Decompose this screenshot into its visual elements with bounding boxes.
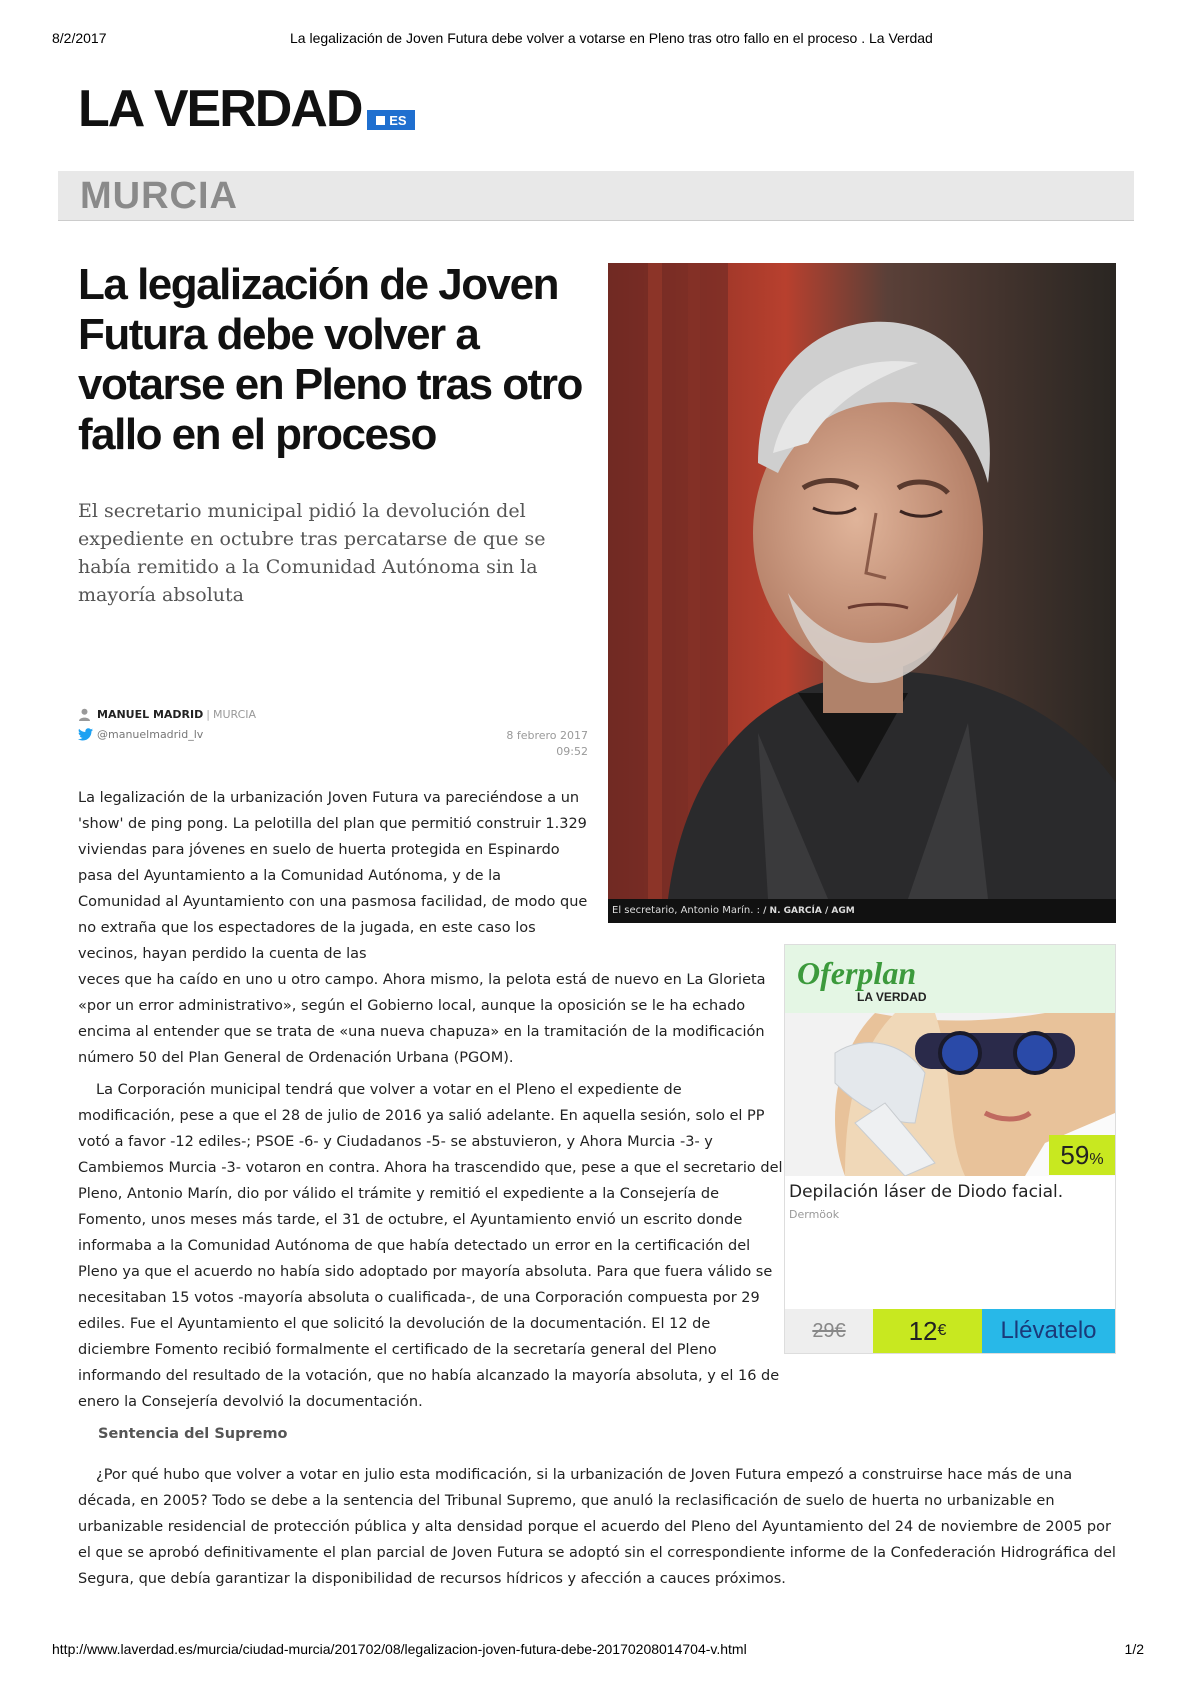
ad-discount-value: 59 [1060,1140,1090,1170]
article-headline: La legalización de Joven Futura debe volver a votarse en Pleno tras otro fallo en el proceso [78,260,582,459]
publish-time: 09:52 [556,745,588,758]
logo-badge-label: ES [389,112,407,128]
section-title: MURCIA [80,175,238,217]
site-logo[interactable] [78,80,415,138]
ad-discount-badge [1049,1135,1115,1175]
ad-new-price-unit: € [937,1322,947,1339]
footer-page-number: 1/2 [1124,1641,1144,1657]
paragraph-1-start: La legalización de la urbanización Joven Futura va pareciéndose a un 'show' de ping pong. La pelotilla del plan que permitió construir 1.329 viviendas para jóvenes en suelo de huerta protegida en Espinardo pasa del Ayuntamiento a la Comunidad Autónoma, y de la Comunidad al Ayuntamiento con una pasmosa facilidad, de modo que no extraña que los espectadores de la jugada, en este caso los vecinos, hayan perdido la cuenta de las [78,790,588,962]
twitter-icon [78,728,93,741]
ad-buy-button[interactable]: Llévatelo [982,1309,1115,1353]
author-name[interactable]: MANUEL MADRID [97,708,204,721]
portrait-illustration [608,263,1116,899]
caption-credit: / N. GARCÍA / AGM [763,906,855,916]
ad-new-price [873,1309,982,1353]
oferplan-ad[interactable] [784,944,1116,1354]
byline [78,708,588,762]
print-header [0,30,1190,50]
footer-url: http://www.laverdad.es/murcia/ciudad-murcia/201702/08/legalizacion-joven-futura-debe-20170208014704-v.html [52,1641,747,1657]
photo-caption [608,899,1116,923]
ad-title[interactable]: Depilación láser de Diodo facial. [789,1182,1064,1202]
ad-header [785,945,1115,1013]
article-subhead: Sentencia del Supremo [98,1426,288,1442]
twitter-handle[interactable]: @manuelmadrid_lv [97,728,204,741]
print-date: 8/2/2017 [52,30,107,46]
user-icon [78,708,91,721]
article-subtitle: El secretario municipal pidió la devolución del expediente en octubre tras percatarse de que se había remitido a la Comunidad Autónoma sin la mayoría absoluta [78,500,546,606]
byline-separator: | [206,708,210,721]
publish-date [506,728,588,760]
ad-old-price: 29€ [785,1309,873,1353]
ad-prev-arrow[interactable] [787,1173,807,1176]
print-footer [0,1641,1190,1661]
author-row [78,708,256,721]
logo-text: LA VERDAD [78,80,362,138]
ad-price-row [785,1309,1115,1353]
twitter-row[interactable] [78,728,203,741]
print-title: La legalización de Joven Futura debe volver a votarse en Pleno tras otro fallo en el proceso . La Verdad [290,30,933,46]
ad-vendor: Dermöok [789,1208,840,1221]
logo-badge [367,110,415,130]
caption-text: El secretario, Antonio Marín. : [612,905,760,916]
ad-discount-unit: % [1089,1151,1104,1168]
paragraph-3: ¿Por qué hubo que volver a votar en julio esta modificación, si la urbanización de Joven Futura empezó a construirse hace más de una década, en 2005? Todo se debe a la sentencia del Tribunal Supremo, que anuló la reclasificación de suelo de huerta no urbanizable en urbanizable residencial de protección pública y alta densidad porque el acuerdo del Pleno del Ayuntamiento del 24 de noviembre de 2005 por el que se aprobó definitivamente el plan parcial de Joven Futura se adoptó sin el correspondiente informe de la Confederación Hidrográfica del Segura, que debía garantizar la disponibilidad de recursos hídricos y afección a cauces próximos. [78,1467,1116,1587]
ad-new-price-value: 12 [908,1315,938,1346]
ad-brand-sub: LA VERDAD [857,990,927,1004]
section-bar[interactable] [58,171,1134,221]
paragraph-2: La Corporación municipal tendrá que volver a votar en el Pleno el expediente de modificación, pese a que el 28 de julio de 2016 ya salió adelante. En aquella sesión, solo el PP votó a favor -12 ediles-; PSOE -6- y Ciudadanos -5- se abstuvieron, y Ahora Murcia -3- y Cambiemos Murcia -3- votaron en contra. Ahora ha trascendido que, pese a que el secretario del Pleno, Antonio Marín, dio por válido el trámite y remitió el expediente a la Consejería de Fomento, unos meses más tarde, el 31 de octubre, el Ayuntamiento envió un escrito donde informaba a la Comunidad Autónoma de que había detectado un error en la certificación del Pleno ya que el acuerdo no había sido adoptado por mayoría absoluta. Para que fuera válido se necesitaban 15 votos -mayoría absoluta o cualificada-, de una Corporación compuesta por 29 ediles. Fue el Ayuntamiento el que solicitó la devolución de la documentación. El 12 de diciembre Fomento recibió formalmente el certificado de la secretaría general del Pleno informando del resultado de la votación, que no había alcanzado la mayoría absoluta, y el 16 de enero la Consejería devolvió la documentación. [78,1082,783,1410]
publish-day: 8 febrero 2017 [506,729,588,742]
ad-brand: Oferplan [797,955,917,991]
paragraph-1-end: veces que ha caído en uno u otro campo. Ahora mismo, la pelota está de nuevo en La Glorieta «por un error administrativo», según el Gobierno local, aunque la oposición se le ha echado encima al entender que se trata de «una nueva chapuza» en la tramitación de la modificación número 50 del Plan General de Ordenación Urbana (PGOM). [78,972,766,1066]
author-location: MURCIA [212,708,257,721]
article-photo [608,263,1116,899]
